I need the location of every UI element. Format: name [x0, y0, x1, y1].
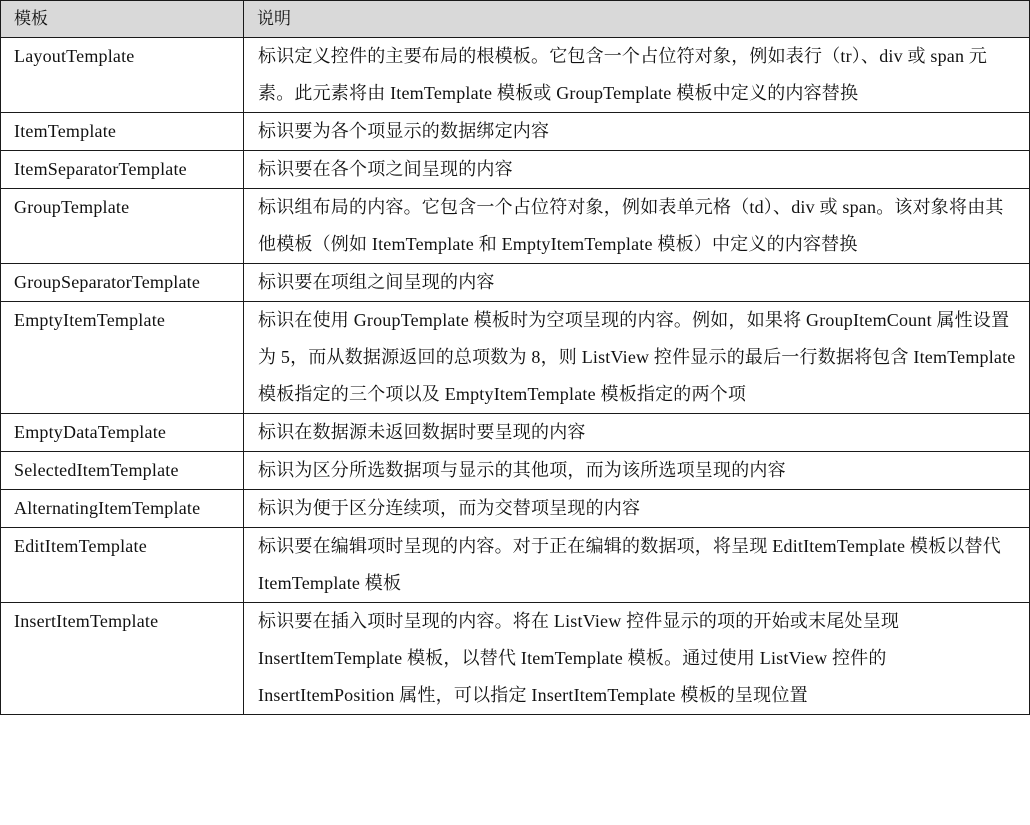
template-description: 标识组布局的内容。它包含一个占位符对象，例如表单元格（td）、div 或 span。该对象将由其他模板（例如 ItemTemplate 和 EmptyItemTemplate 模板）中定义的内容替换 [244, 189, 1030, 264]
template-name: GroupSeparatorTemplate [1, 264, 244, 302]
header-template: 模板 [1, 1, 244, 38]
table-body [1, 38, 1030, 715]
template-name: SelectedItemTemplate [1, 452, 244, 490]
header-row [1, 1, 1030, 38]
table-row [1, 151, 1030, 189]
template-description: 标识定义控件的主要布局的根模板。它包含一个占位符对象，例如表行（tr）、div 或 span 元素。此元素将由 ItemTemplate 模板或 GroupTemplate 模板中定义的内容替换 [244, 38, 1030, 113]
template-description: 标识要为各个项显示的数据绑定内容 [244, 113, 1030, 151]
table-row [1, 302, 1030, 414]
template-name: EmptyItemTemplate [1, 302, 244, 414]
template-description: 标识在使用 GroupTemplate 模板时为空项呈现的内容。例如，如果将 GroupItemCount 属性设置为 5，而从数据源返回的总项数为 8，则 ListView 控件显示的最后一行数据将包含 ItemTemplate 模板指定的三个项以及 EmptyItemTemplate 模板指定的两个项 [244, 302, 1030, 414]
table-row [1, 38, 1030, 113]
template-description: 标识为便于区分连续项，而为交替项呈现的内容 [244, 490, 1030, 528]
template-description: 标识要在项组之间呈现的内容 [244, 264, 1030, 302]
table-row [1, 528, 1030, 603]
table-row [1, 189, 1030, 264]
header-description: 说明 [244, 1, 1030, 38]
template-description: 标识在数据源未返回数据时要呈现的内容 [244, 414, 1030, 452]
template-description: 标识要在编辑项时呈现的内容。对于正在编辑的数据项，将呈现 EditItemTemplate 模板以替代 ItemTemplate 模板 [244, 528, 1030, 603]
table-row [1, 113, 1030, 151]
template-name: EmptyDataTemplate [1, 414, 244, 452]
table-row [1, 414, 1030, 452]
template-description: 标识要在各个项之间呈现的内容 [244, 151, 1030, 189]
table-header [1, 1, 1030, 38]
table-row [1, 603, 1030, 715]
template-name: AlternatingItemTemplate [1, 490, 244, 528]
template-description: 标识要在插入项时呈现的内容。将在 ListView 控件显示的项的开始或末尾处呈现 InsertItemTemplate 模板，以替代 ItemTemplate 模板。通过使用 ListView 控件的 InsertItemPosition 属性，可以指定 InsertItemTemplate 模板的呈现位置 [244, 603, 1030, 715]
template-name: GroupTemplate [1, 189, 244, 264]
template-name: LayoutTemplate [1, 38, 244, 113]
template-name: InsertItemTemplate [1, 603, 244, 715]
table-row [1, 452, 1030, 490]
table-row [1, 264, 1030, 302]
template-name: ItemTemplate [1, 113, 244, 151]
template-description: 标识为区分所选数据项与显示的其他项，而为该所选项呈现的内容 [244, 452, 1030, 490]
table-row [1, 490, 1030, 528]
template-name: ItemSeparatorTemplate [1, 151, 244, 189]
template-name: EditItemTemplate [1, 528, 244, 603]
